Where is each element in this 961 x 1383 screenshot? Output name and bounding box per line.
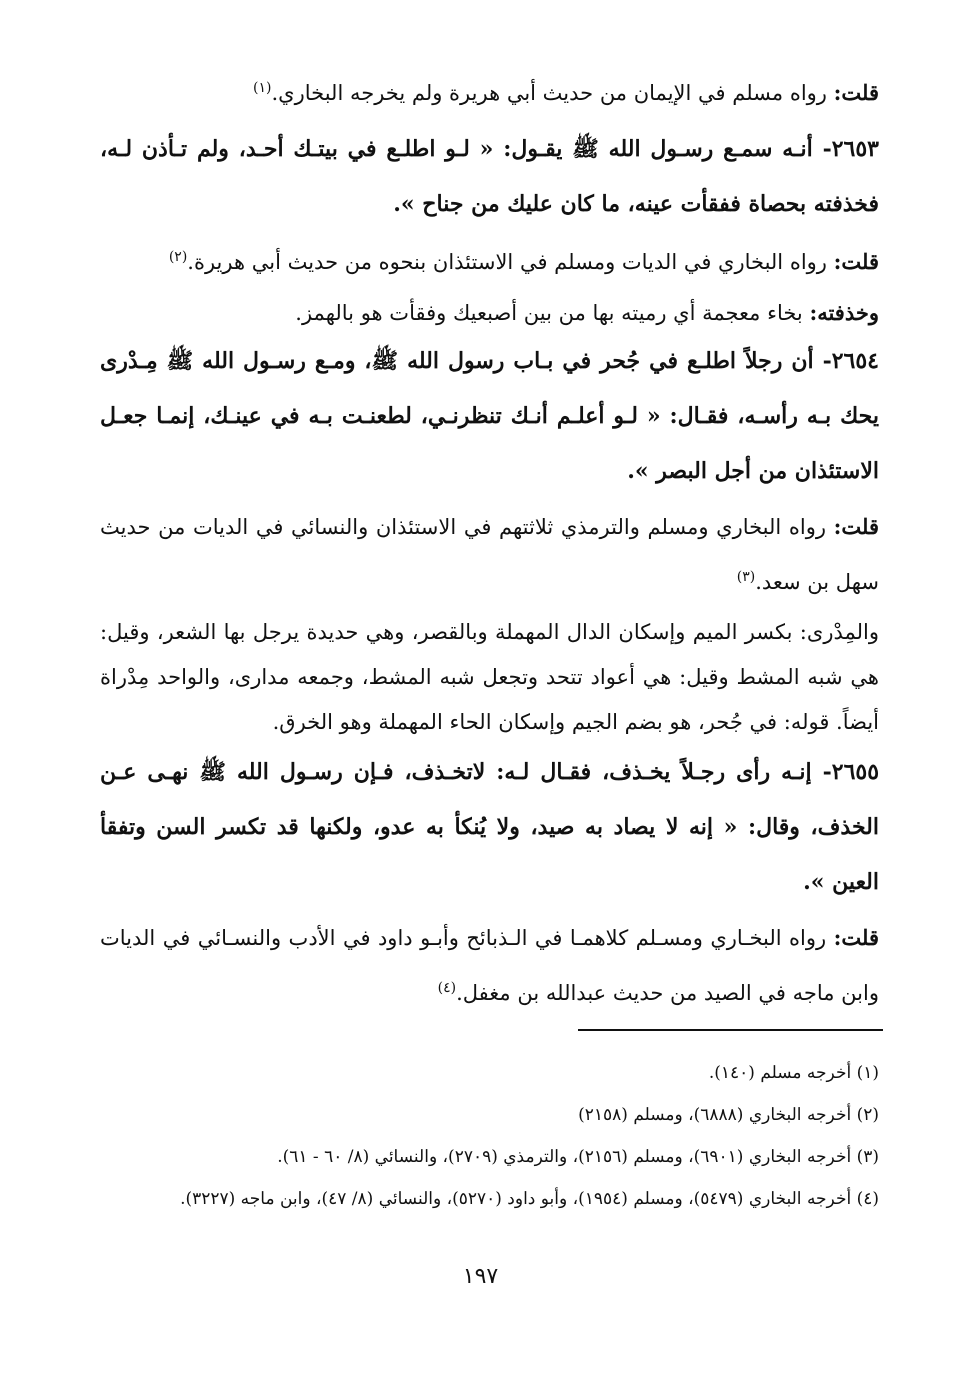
hadith-2654-text: أن رجلاً اطلـع في جُحر في بـاب رسول الله ﷺ، ومـع رسـول الله ﷺ مِـدْرى يحك بـه رأسـه، فقـال: « لـو أعلـم أنـك تنظرنـي، لطعنـت بـه في عينـك، إنمـا جعـل الاستئذان من أجل البصر ».	[100, 348, 879, 484]
footnote-3: (٣) أخرجه البخاري (٦٩٠١)، ومسلم (٢١٥٦)، والترمذي (٢٧٠٩)، والنسائي (٨/ ٦٠ - ٦١).	[277, 1147, 879, 1167]
hadith-2654	[100, 334, 879, 499]
paragraph-9-text: رواه البخـاري ومسـلم كلاهمـا في الـذبائح وأبـو داود في الأدب والنسـائي في الديات وابن ماجه في الصيد من حديث عبدالله بن مغفل.	[100, 926, 879, 1005]
footnote-ref-2: (٢)	[168, 249, 188, 265]
footnote-1: (١) أخرجه مسلم (١٤٠).	[708, 1063, 879, 1083]
page-number: ١٩٧	[462, 1264, 499, 1289]
paragraph-7-text: والمِدْرى: بكسر الميم وإسكان الدال المهملة وبالقصر، وهي حديدة يرجل بها الشعر، وقيل: هي شبه المشط وقيل: هي أعواد تتحد وتجعل شبه المشط، وجمعه مدارى، والواحد مِدْراة أيضاً. قوله: في جُحر، هو بضم الجيم وإسكان الحاء المهملة وهو الخرق.	[100, 620, 879, 734]
paragraph-4-gloss	[100, 292, 879, 334]
hadith-2653-text: أنـه سمـع رسـول الله ﷺ يقـول: « لـو اطلـع في بيتـك أحـد، ولم تـأذن لـه، فخذفته بحصاة ففقأت عينه، ما كان عليك من جناح ».	[100, 136, 879, 217]
paragraph-4-text: بخاء معجمة أي رميته بها من بين أصبعيك وفقأت هو بالهمز.	[295, 301, 810, 325]
paragraph-7-gloss	[100, 610, 879, 745]
footnote-ref-3: (٣)	[736, 569, 756, 585]
hadith-2655-number: ٢٦٥٥-	[811, 759, 880, 785]
hadith-2655	[100, 745, 879, 910]
hadith-2653	[100, 122, 879, 232]
paragraph-3-lead: قلت:	[833, 249, 879, 274]
paragraph-4-lead: وخذفته:	[809, 300, 879, 325]
paragraph-6-commentary	[100, 499, 879, 610]
hadith-2653-number: ٢٦٥٣-	[812, 136, 879, 162]
footnote-ref-1: (١)	[253, 80, 272, 96]
footnotes	[100, 1052, 879, 1216]
footnote-separator	[578, 1029, 883, 1031]
hadith-2655-text: إنـه رأى رجـلاً يخـذف، فقـال لـه: لاتخـذف، فـإن رسـول الله ﷺ نهـى عـن الخذف، وقال: « إنه لا يصاد به صيد، ولا يُنكأ به عدو، ولكنها قد تكسر السن وتفقأ العين ».	[100, 759, 879, 895]
paragraph-1-text: رواه مسلم في الإيمان من حديث أبي هريرة ولم يخرجه البخاري.	[271, 81, 834, 105]
paragraph-6-lead: قلت:	[833, 514, 879, 539]
footnote-4: (٤) أخرجه البخاري (٥٤٧٩)، ومسلم (١٩٥٤)، وأبو داود (٥٢٧٠)، والنسائي (٨/ ٤٧)، وابن ماجه (٣٢٢٧).	[180, 1189, 879, 1209]
paragraph-3-commentary	[100, 232, 879, 292]
footnote-ref-4: (٤)	[437, 980, 457, 996]
paragraph-1-lead: قلت:	[833, 80, 879, 105]
paragraph-3-text: رواه البخاري في الديات ومسلم في الاستئذان بنحوه من حديث أبي هريرة.	[187, 250, 834, 274]
hadith-2654-number: ٢٦٥٤-	[813, 348, 879, 374]
paragraph-9-lead: قلت:	[833, 925, 879, 950]
footnote-2: (٢) أخرجه البخاري (٦٨٨٨)، ومسلم (٢١٥٨)	[578, 1105, 879, 1125]
paragraph-1-commentary	[100, 64, 879, 122]
paragraph-9-commentary	[100, 910, 879, 1021]
main-text	[100, 64, 879, 1021]
paragraph-6-text: رواه البخاري ومسلم والترمذي ثلاثتهم في الاستئذان والنسائي في الديات من حديث سهل بن سعد.	[100, 515, 879, 594]
